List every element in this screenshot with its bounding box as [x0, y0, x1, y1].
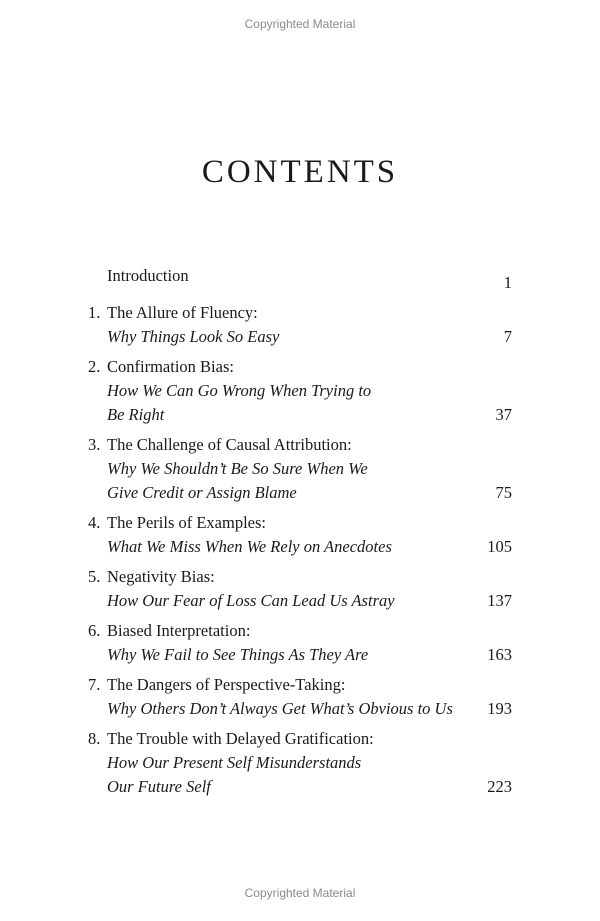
toc-entry-number: 7.	[88, 675, 101, 694]
toc-entry-title: Introduction	[107, 266, 189, 285]
copyright-watermark-top: Copyrighted Material	[244, 17, 356, 31]
toc-entry	[88, 619, 512, 667]
toc-entry-title: The Allure of Fluency:	[107, 303, 258, 322]
toc-entry-page: 193	[487, 699, 512, 718]
toc-entry-subtitle: Our Future Self	[107, 777, 211, 796]
toc-entry-title: The Dangers of Perspective-Taking:	[107, 675, 346, 694]
toc-entry-subtitle: How Our Present Self Misunderstands	[107, 753, 362, 772]
toc-entry-number: 1.	[88, 303, 101, 322]
toc-entry-number: 8.	[88, 729, 101, 748]
copyright-watermark-bottom: Copyrighted Material	[244, 886, 356, 900]
toc-entry-subtitle: How We Can Go Wrong When Trying to	[107, 381, 372, 400]
contents-heading: CONTENTS	[201, 154, 399, 190]
toc-entry-title: The Perils of Examples:	[107, 513, 267, 532]
table-of-contents	[88, 264, 512, 805]
toc-entry	[88, 727, 512, 799]
toc-entry-title: Confirmation Bias:	[107, 357, 234, 376]
toc-entry	[88, 673, 512, 721]
toc-entry-subtitle: Be Right	[107, 405, 165, 424]
toc-entry-number: 5.	[88, 567, 101, 586]
toc-entry-number: 4.	[88, 513, 101, 532]
toc-entry	[88, 433, 512, 505]
toc-entry-page: 1	[503, 273, 512, 292]
toc-entry	[88, 355, 512, 427]
toc-entry-page: 105	[487, 537, 512, 556]
toc-entry-page: 163	[487, 645, 512, 664]
toc-entry-title: Negativity Bias:	[107, 567, 215, 586]
toc-entry-subtitle: Why We Fail to See Things As They Are	[107, 645, 369, 664]
toc-entry-title: Biased Interpretation:	[107, 621, 251, 640]
toc-entry-number: 6.	[88, 621, 101, 640]
toc-entry	[88, 301, 512, 349]
toc-entry-title: The Challenge of Causal Attribution:	[107, 435, 352, 454]
toc-entry-page: 7	[503, 327, 512, 346]
toc-entry-number	[88, 264, 107, 288]
toc-entry	[88, 511, 512, 559]
toc-entry-subtitle: What We Miss When We Rely on Anecdotes	[107, 537, 392, 556]
toc-entry-title: The Trouble with Delayed Gratification:	[107, 729, 374, 748]
toc-entry	[88, 264, 512, 295]
toc-entry-page: 37	[495, 405, 512, 424]
toc-entry-subtitle: Give Credit or Assign Blame	[107, 483, 297, 502]
toc-entry-subtitle: Why We Shouldn’t Be So Sure When We	[107, 459, 368, 478]
toc-entry-number: 2.	[88, 357, 101, 376]
toc-entry	[88, 565, 512, 613]
toc-entry-page: 75	[495, 483, 512, 502]
toc-entry-number: 3.	[88, 435, 101, 454]
toc-entry-subtitle: Why Others Don’t Always Get What’s Obvious to Us	[107, 699, 453, 718]
toc-entry-subtitle: Why Things Look So Easy	[107, 327, 280, 346]
toc-entry-page: 223	[487, 777, 512, 796]
toc-entry-page: 137	[487, 591, 512, 610]
toc-entry-subtitle: How Our Fear of Loss Can Lead Us Astray	[107, 591, 395, 610]
